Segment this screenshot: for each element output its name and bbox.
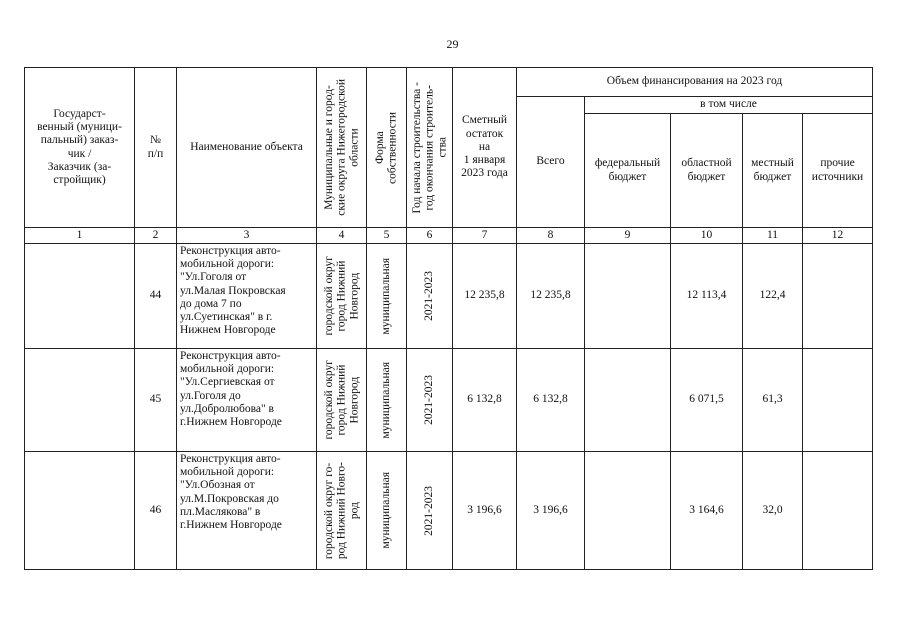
column-number: 2 — [135, 228, 177, 244]
cell-ownership: муниципальная — [367, 244, 407, 349]
column-number: 6 — [407, 228, 453, 244]
cell-years: 2021-2023 — [407, 452, 453, 570]
table-row — [25, 349, 873, 452]
cell-municipal: городской округ го- род Нижний Новго- род — [317, 452, 367, 570]
cell-ownership: муниципальная — [367, 452, 407, 570]
header-municipal: Муниципальные и город- ские округа Нижегородской области — [317, 68, 367, 228]
cell-regional: 6 071,5 — [671, 349, 743, 452]
cell-object-name: Реконструкция авто- мобильной дороги: "Ул.Сергиевская от ул.Гоголя до ул.Добролюбова" в г.Нижнем Новгороде — [177, 349, 317, 452]
column-number: 11 — [743, 228, 803, 244]
column-number: 10 — [671, 228, 743, 244]
cell-other — [803, 349, 873, 452]
cell-local: 61,3 — [743, 349, 803, 452]
header-customer: Государст- венный (муници- пальный) заказ- чик / Заказчик (за- стройщик) — [25, 68, 135, 228]
header-local: местный бюджет — [743, 114, 803, 228]
cell-total: 3 196,6 — [517, 452, 585, 570]
cell-other — [803, 244, 873, 349]
cell-municipal: городской округ город Нижний Новгород — [317, 244, 367, 349]
cell-federal — [585, 244, 671, 349]
cell-object-name: Реконструкция авто- мобильной дороги: "Ул.Обозная от ул.М.Покровская до пл.Маслякова" в г.Нижнем Новгороде — [177, 452, 317, 570]
column-number: 9 — [585, 228, 671, 244]
cell-object-name: Реконструкция авто- мобильной дороги: "Ул.Гоголя от ул.Малая Покровская до дома 7 по ул.Суетинская" в г. Нижнем Новгороде — [177, 244, 317, 349]
cell-federal — [585, 452, 671, 570]
header-total: Всего — [517, 97, 585, 228]
cell-estimate: 3 196,6 — [453, 452, 517, 570]
cell-total: 12 235,8 — [517, 244, 585, 349]
cell-total: 6 132,8 — [517, 349, 585, 452]
header-object-name: Наименование объекта — [177, 68, 317, 228]
header-estimate-balance: Сметный остаток на 1 января 2023 года — [453, 68, 517, 228]
cell-federal — [585, 349, 671, 452]
header-num: № п/п — [135, 68, 177, 228]
cell-years: 2021-2023 — [407, 244, 453, 349]
table-row — [25, 244, 873, 349]
page-number: 29 — [446, 37, 459, 51]
header-ownership: Форма собственности — [367, 68, 407, 228]
financing-table — [24, 67, 873, 570]
cell-local: 32,0 — [743, 452, 803, 570]
cell-num: 46 — [135, 452, 177, 570]
cell-local: 122,4 — [743, 244, 803, 349]
column-number: 12 — [803, 228, 873, 244]
column-number: 4 — [317, 228, 367, 244]
cell-num: 44 — [135, 244, 177, 349]
header-including: в том числе — [585, 97, 873, 114]
cell-customer — [25, 244, 135, 349]
cell-estimate: 12 235,8 — [453, 244, 517, 349]
header-row-1 — [25, 68, 873, 97]
cell-customer — [25, 452, 135, 570]
column-number: 7 — [453, 228, 517, 244]
column-number-row — [25, 228, 873, 244]
table-row — [25, 452, 873, 570]
column-number: 8 — [517, 228, 585, 244]
cell-other — [803, 452, 873, 570]
column-number: 1 — [25, 228, 135, 244]
header-financing: Объем финансирования на 2023 год — [517, 68, 873, 97]
cell-customer — [25, 349, 135, 452]
header-federal: федеральный бюджет — [585, 114, 671, 228]
cell-municipal: городской округ город Нижний Новгород — [317, 349, 367, 452]
cell-ownership: муниципальная — [367, 349, 407, 452]
column-number: 3 — [177, 228, 317, 244]
cell-regional: 12 113,4 — [671, 244, 743, 349]
column-number: 5 — [367, 228, 407, 244]
cell-regional: 3 164,6 — [671, 452, 743, 570]
cell-num: 45 — [135, 349, 177, 452]
cell-estimate: 6 132,8 — [453, 349, 517, 452]
header-regional: областной бюджет — [671, 114, 743, 228]
header-years: Год начала строительства - год окончания строитель- ства — [407, 68, 453, 228]
cell-years: 2021-2023 — [407, 349, 453, 452]
header-other: прочие источники — [803, 114, 873, 228]
